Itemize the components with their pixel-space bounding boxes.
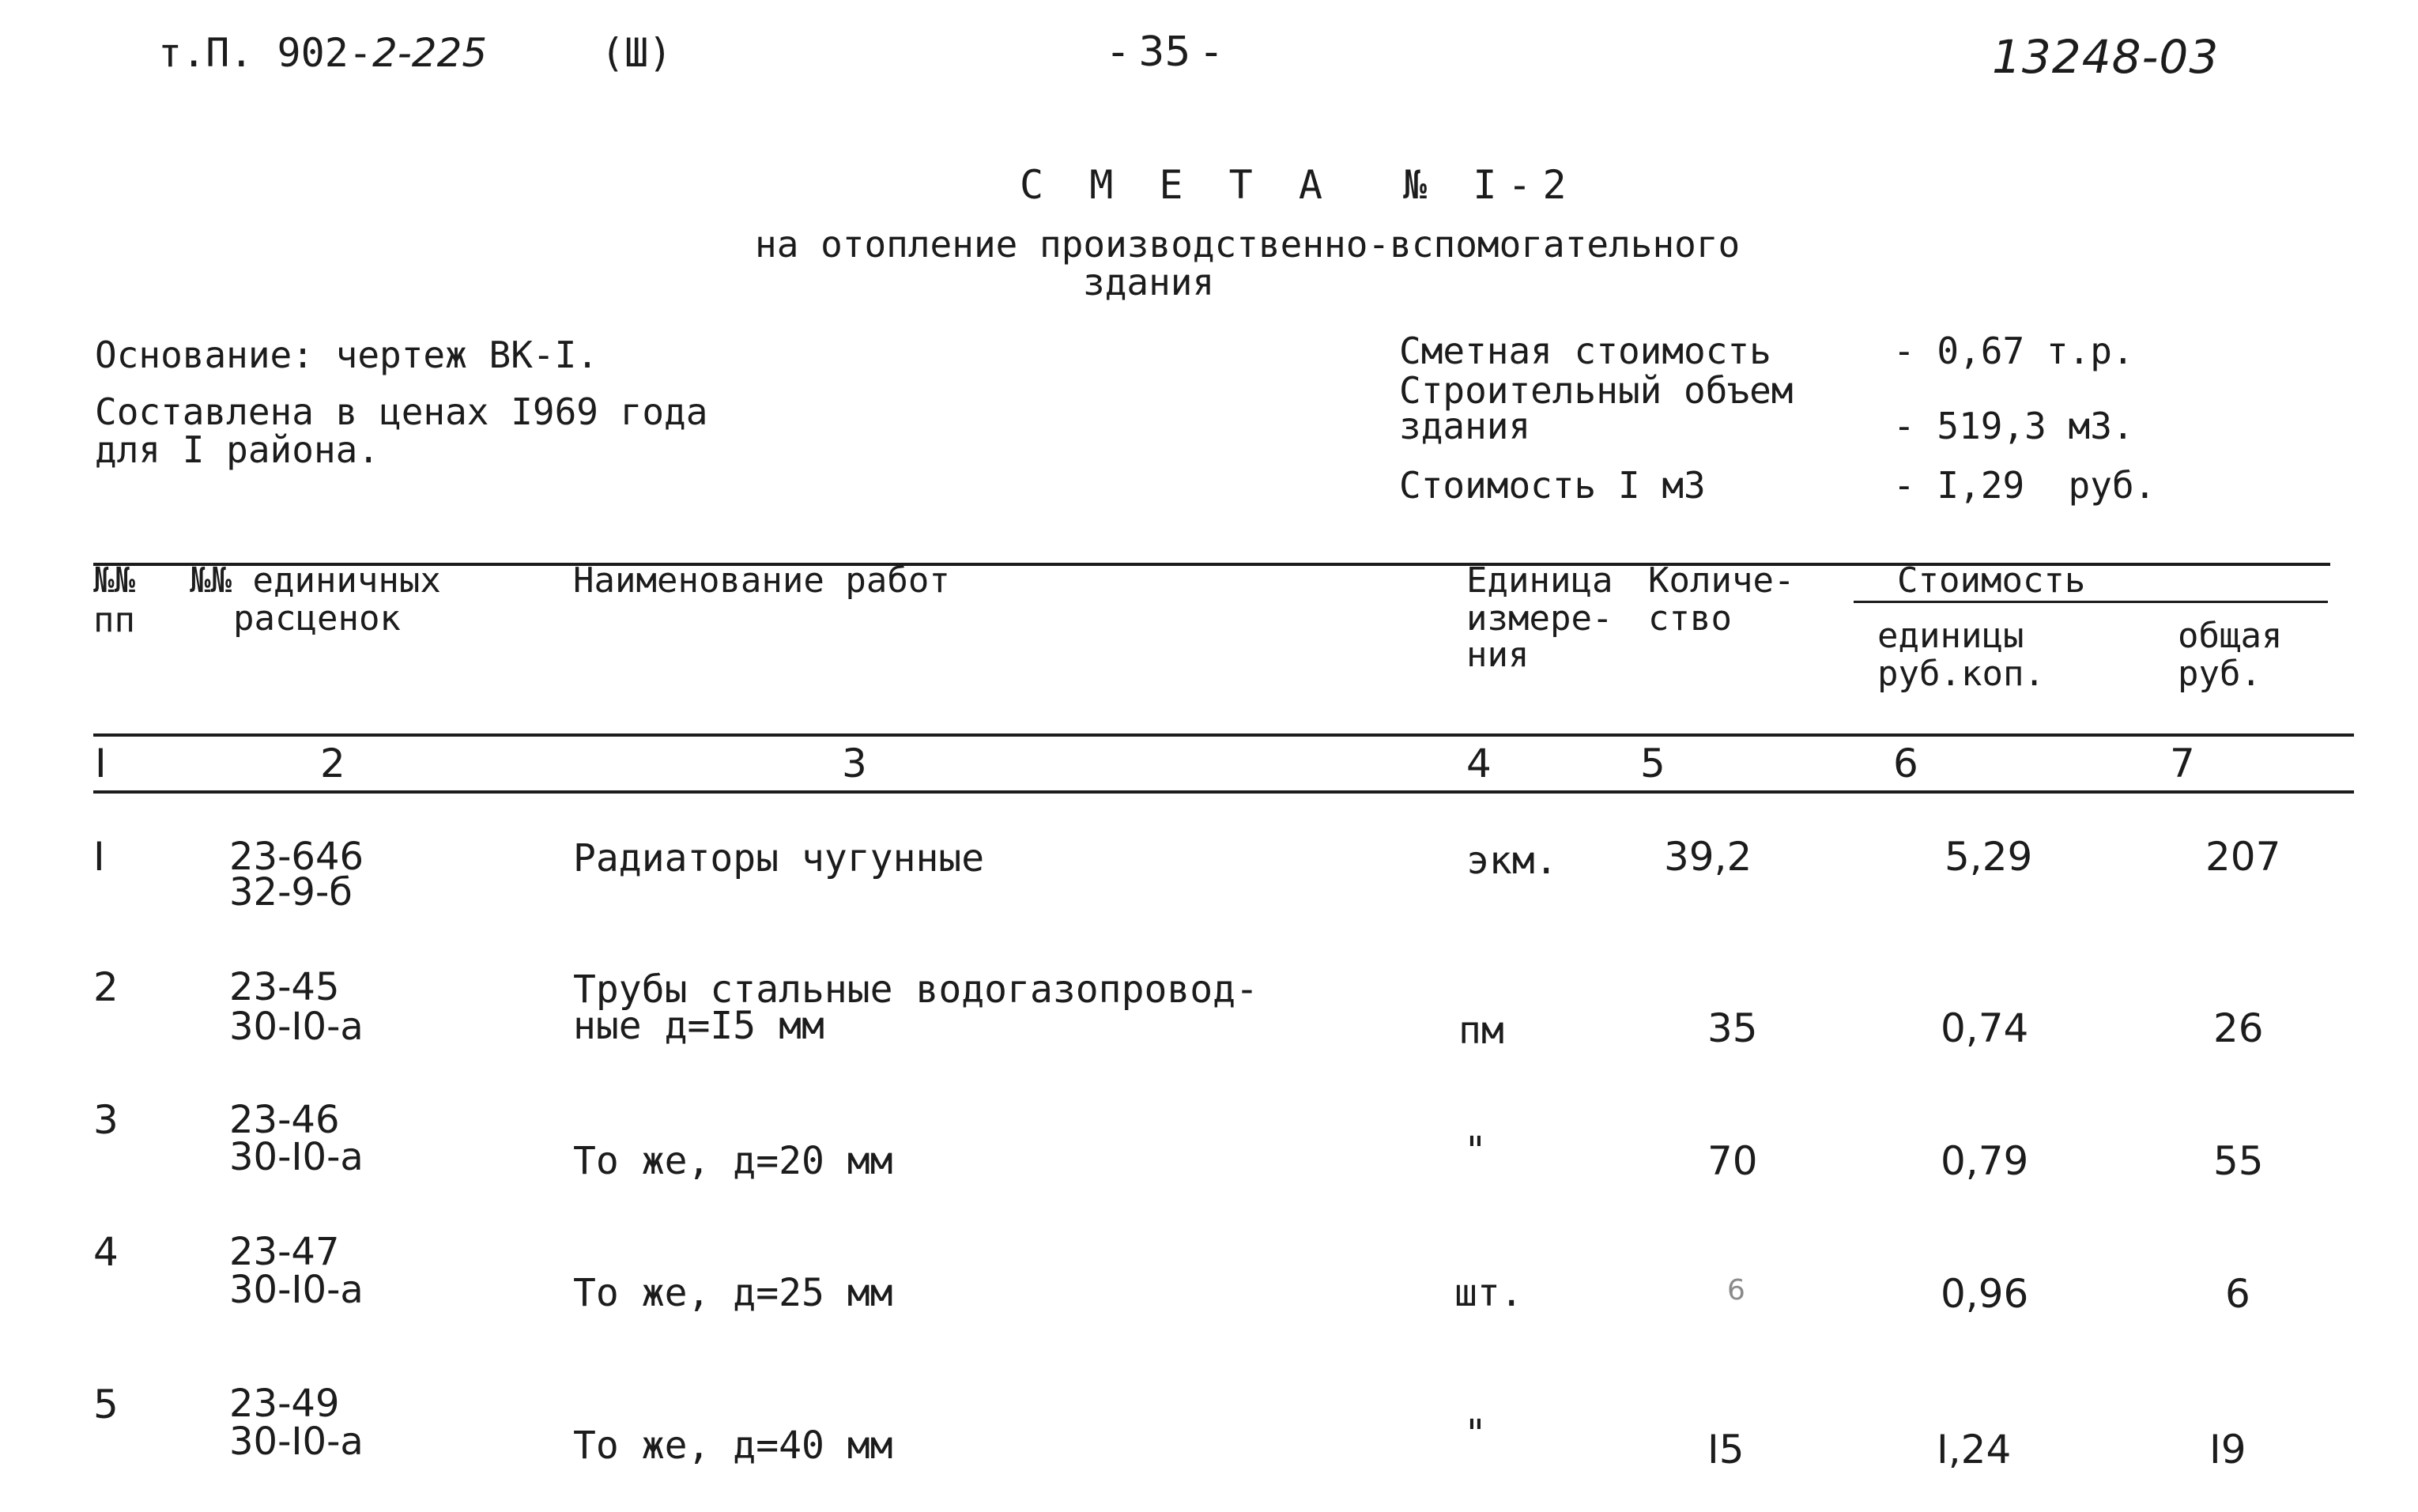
col-header-work-name: Наименование работ	[573, 560, 950, 601]
volume-mark: (Ш)	[601, 30, 673, 76]
volume-label-line2: здания	[1399, 405, 1531, 447]
prices-line2: для I района.	[95, 428, 380, 471]
col-header-no-line2: пп	[93, 600, 135, 640]
col-header-total-line1: общая	[2178, 616, 2283, 656]
unit-of-measure: "	[1464, 1412, 1487, 1456]
col-header-qty-line1: Количе-	[1648, 560, 1795, 601]
rate-code-1: 23-46	[229, 1098, 340, 1142]
unit-price: 0,79	[1941, 1138, 2029, 1184]
column-number-2: 2	[320, 741, 345, 786]
total-cost: 55	[2213, 1138, 2264, 1184]
basis-text: Основание: чертеж ВК-I.	[95, 334, 598, 376]
rate-code-1: 23-49	[229, 1382, 340, 1426]
document-code-handwritten: 2-225	[372, 30, 488, 76]
unit-of-measure: экм.	[1466, 839, 1558, 883]
unit-of-measure: пм	[1458, 1009, 1504, 1053]
quantity: 39,2	[1664, 834, 1752, 880]
col-header-code-line2: расценок	[233, 598, 401, 639]
rate-code-2: 30-I0-а	[229, 1135, 364, 1179]
column-number-3: 3	[842, 741, 867, 786]
col-header-cost-group: Стоимость	[1897, 560, 2086, 601]
column-number-7: 7	[2170, 741, 2195, 786]
total-cost: 6	[2225, 1271, 2250, 1317]
column-number-6: 6	[1893, 741, 1918, 786]
col-header-qty-line2: ство	[1648, 598, 1732, 639]
column-number-5: 5	[1640, 741, 1665, 786]
quantity: I5	[1707, 1427, 1745, 1472]
column-number-4: 4	[1466, 741, 1492, 786]
unit-cost-value: - I,29 руб.	[1893, 464, 2156, 507]
total-cost: 26	[2213, 1005, 2264, 1051]
col-header-unit-line3: ния	[1466, 635, 1530, 675]
archive-number: 13248-03	[1992, 30, 2220, 84]
estimated-cost-value: - 0,67 т.р.	[1893, 330, 2134, 372]
prices-line1: Составлена в ценах I969 года	[95, 390, 708, 433]
row-number: 3	[93, 1097, 119, 1143]
page-number: - 35 -	[1111, 28, 1219, 76]
quantity: 6	[1727, 1274, 1745, 1307]
col-header-unit-line2: измере-	[1466, 598, 1613, 639]
unit-price: 0,96	[1941, 1271, 2029, 1317]
estimated-cost-label: Сметная стоимость	[1399, 330, 1771, 372]
rate-code-1: 23-47	[229, 1230, 340, 1274]
column-number-1: I	[95, 741, 107, 786]
document-code-prefix: т.П. 902-	[158, 30, 372, 76]
column-number-rule	[93, 790, 2354, 794]
col-header-unit-price-line1: единицы	[1877, 616, 2024, 656]
document-code	[158, 30, 487, 76]
row-number: 5	[93, 1382, 119, 1427]
estimate-title: С М Е Т А № I-2	[1020, 162, 1578, 208]
work-name-line2: То же, д=20 мм	[573, 1139, 893, 1183]
cost-group-rule	[1854, 601, 2328, 603]
rate-code-2: 30-I0-а	[229, 1005, 364, 1049]
row-number: I	[93, 834, 105, 880]
header-bottom-rule	[93, 733, 2354, 737]
rate-code-1: 23-646	[229, 835, 364, 879]
work-name-line2: ные д=I5 мм	[573, 1004, 824, 1048]
col-header-no-line1: №№	[93, 560, 135, 601]
work-name-line1: Трубы стальные водогазопровод-	[573, 967, 1258, 1012]
work-name-line2: То же, д=40 мм	[573, 1423, 893, 1468]
rate-code-2: 30-I0-а	[229, 1420, 364, 1464]
col-header-code-line1: №№ единичных	[190, 560, 441, 601]
unit-cost-label: Стоимость I м3	[1399, 464, 1706, 507]
unit-price: I,24	[1937, 1427, 2012, 1472]
unit-price: 5,29	[1945, 834, 2033, 880]
row-number: 2	[93, 964, 119, 1010]
row-number: 4	[93, 1229, 119, 1275]
quantity: 70	[1707, 1138, 1758, 1184]
estimate-subtitle-line1: на отопление производственно-вспомогательного	[755, 223, 1741, 266]
quantity: 35	[1707, 1005, 1758, 1051]
total-cost: I9	[2209, 1427, 2246, 1472]
unit-price: 0,74	[1941, 1005, 2029, 1051]
work-name-line1: Радиаторы чугунные	[573, 836, 985, 880]
unit-of-measure: "	[1464, 1129, 1487, 1173]
total-cost: 207	[2205, 834, 2281, 880]
volume-value: - 519,3 м3.	[1893, 405, 2134, 447]
rate-code-2: 32-9-б	[229, 870, 353, 914]
estimate-subtitle-line2: здания	[1083, 261, 1215, 304]
col-header-total-line2: руб.	[2178, 654, 2261, 694]
volume-label-line1: Строительный объем	[1399, 369, 1794, 412]
work-name-line2: То же, д=25 мм	[573, 1271, 893, 1315]
col-header-unit-line1: Единица	[1466, 560, 1613, 601]
unit-of-measure: шт.	[1454, 1271, 1523, 1315]
col-header-unit-price-line2: руб.коп.	[1877, 654, 2045, 694]
rate-code-1: 23-45	[229, 965, 340, 1009]
rate-code-2: 30-I0-а	[229, 1268, 364, 1312]
